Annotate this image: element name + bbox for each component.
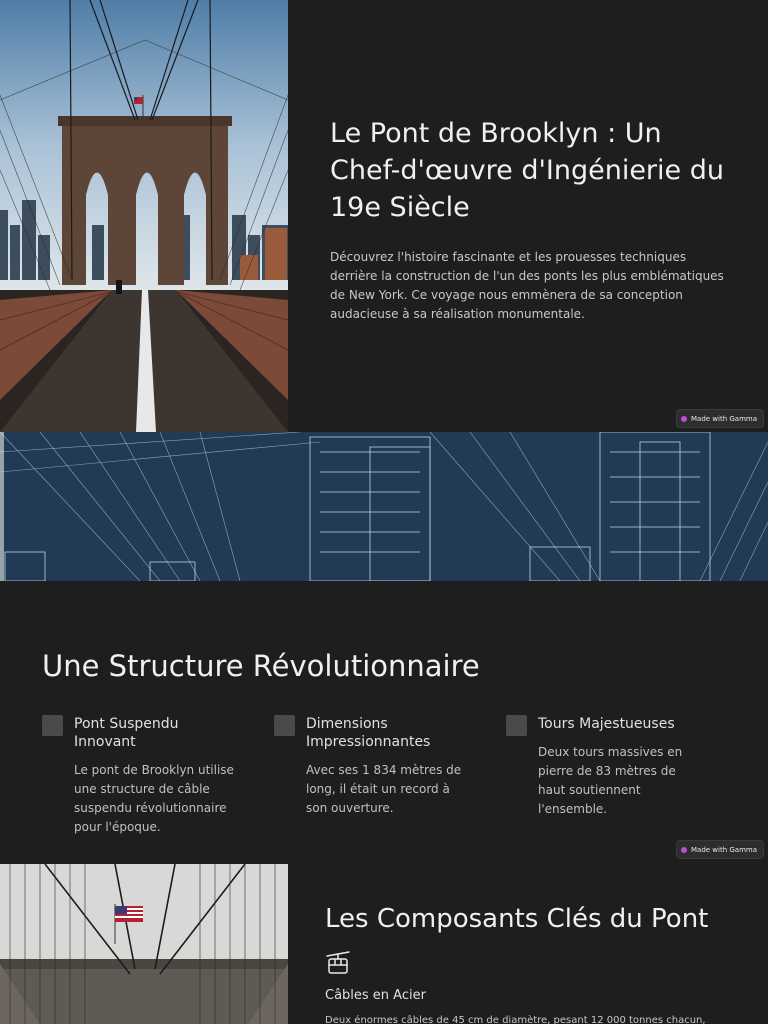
feature-card: [274, 715, 469, 818]
component-title: Câbles en Acier: [325, 988, 426, 1003]
structure-title: Une Structure Révolutionnaire: [42, 649, 480, 683]
feature-marker-icon: [42, 715, 63, 736]
badge-label: Made with Gamma: [691, 414, 758, 423]
components-section: [0, 864, 768, 1024]
feature-title: Dimensions Impressionnantes: [306, 716, 431, 750]
made-with-gamma-badge[interactable]: [676, 840, 764, 859]
feature-marker-icon: [274, 715, 295, 736]
structure-section: [0, 581, 768, 864]
hero-section: [0, 0, 768, 432]
component-desc: Deux énormes câbles de 45 cm de diamètre, pesant 12 000 tonnes chacun,: [325, 1015, 706, 1024]
hero-title: Le Pont de Brooklyn : Un Chef-d'œuvre d'Ingénierie du 19e Siècle: [330, 118, 724, 223]
hero-text-block: [330, 115, 730, 336]
feature-card: [506, 715, 701, 819]
hero-lead: Découvrez l'histoire fascinante et les prouesses techniques derrière la construction de l'un des ponts les plus emblématiques de New York. Ce voyage nous emmènera de sa conception audacieuse à sa réalisation monumentale.: [330, 250, 724, 321]
feature-marker-icon: [506, 715, 527, 736]
badge-label: Made with Gamma: [691, 845, 758, 854]
cable-car-icon: [325, 950, 351, 976]
components-title: Les Composants Clés du Pont: [325, 904, 709, 934]
feature-desc: Deux tours massives en pierre de 83 mètres de haut soutiennent l'ensemble.: [538, 745, 683, 816]
feature-desc: Le pont de Brooklyn utilise une structure de câble suspendu révolutionnaire pour l'époque.: [74, 763, 234, 834]
feature-title: Tours Majestueuses: [538, 716, 675, 732]
blueprint-banner: [0, 432, 768, 581]
made-with-gamma-badge[interactable]: [676, 409, 764, 428]
hero-bridge-image: [0, 0, 288, 432]
gamma-logo-icon: [681, 847, 687, 853]
bridge-tower-image: [0, 864, 288, 1024]
gamma-logo-icon: [681, 416, 687, 422]
feature-title: Pont Suspendu Innovant: [74, 716, 179, 750]
feature-card: [42, 715, 237, 837]
feature-desc: Avec ses 1 834 mètres de long, il était un record à son ouverture.: [306, 763, 462, 815]
